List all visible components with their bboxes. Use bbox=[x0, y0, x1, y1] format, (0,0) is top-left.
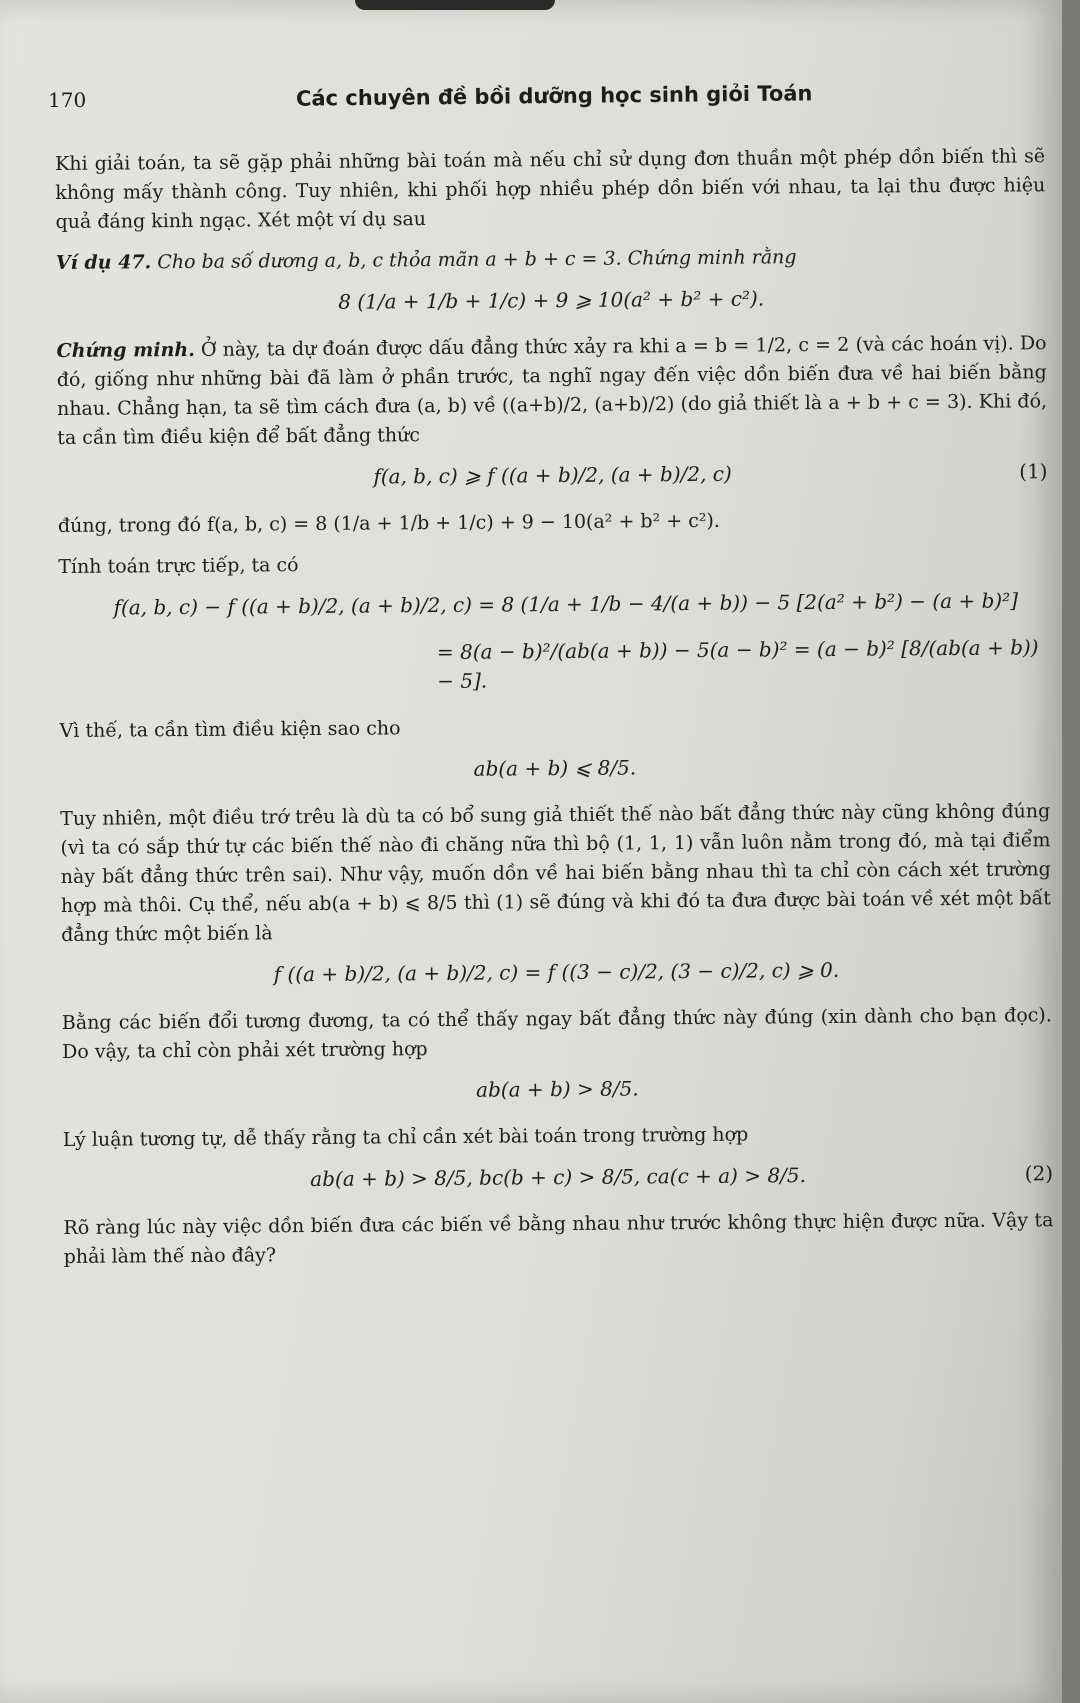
intro-paragraph: Khi giải toán, ta sẽ gặp phải những bài toán mà nếu chỉ sử dụng đơn thuần một phép dồn biến thì sẽ không mấy thành công. Tuy nhiên, khi phối hợp nhiều phép dồn biến với nhau, ta lại thu được hiệu quả đáng kinh ngạc. Xét một ví dụ sau bbox=[55, 145, 1046, 233]
running-title: Các chuyên đề bồi dưỡng học sinh giỏi Toán bbox=[295, 81, 813, 111]
paragraph-3: Bằng các biến đổi tương đương, ta có thể thấy ngay bất đẳng thức này đúng (xin dành cho bạn đọc). Do vậy, ta chỉ còn phải xét trường hợp bbox=[61, 1004, 1052, 1063]
equation-2 bbox=[63, 1159, 1053, 1196]
paragraph-4: Lý luận tương tự, dễ thấy rằng ta chỉ cần xét bài toán trong trường hợp bbox=[62, 1123, 749, 1151]
one-variable-inequality: f ((a + b)/2, (a + b)/2, c) = f ((3 − c)/2, (3 − c)/2, c) ⩾ 0. bbox=[273, 957, 840, 987]
need-condition-line: Vì thế, ta cần tìm điều kiện sao cho bbox=[59, 717, 401, 742]
equation-1-body: f(a, b, c) ⩾ f ((a + b)/2, (a + b)/2, c) bbox=[373, 461, 732, 489]
condition-1: ab(a + b) ⩽ 8/5. bbox=[473, 755, 637, 781]
proof-label: Chứng minh. bbox=[56, 338, 195, 362]
example-label: Ví dụ 47. bbox=[55, 251, 152, 274]
proof-text: Ở này, ta dự đoán được dấu đẳng thức xảy ra khi a = b = 1/2, c = 2 (và các hoán vị). Do đó, giống như những bài đã làm ở phần trước, ta nghĩ ngay đến việc dồn biến đưa về hai biến bằng nhau. Chẳng hạn, ta sẽ tìm cách đưa (a, b) về ((a+b)/2, (a+b)/2) (do giả thiết là a + b + c = 3). Khi đó, ta cần tìm điều kiện để bất đẳng thức bbox=[56, 332, 1048, 449]
definition-line: đúng, trong đó f(a, b, c) = 8 (1/a + 1/b + 1/c) + 9 − 10(a² + b² + c²). bbox=[57, 509, 720, 537]
page-number: 170 bbox=[48, 88, 87, 112]
condition-2: ab(a + b) > 8/5. bbox=[476, 1076, 639, 1102]
camera-shadow bbox=[355, 0, 555, 10]
example-text: Cho ba số dương a, b, c thỏa mãn a + b + c = 3. Chứng minh rằng bbox=[157, 246, 797, 274]
equation-2-number: (2) bbox=[1024, 1161, 1054, 1186]
paragraph-2: Tuy nhiên, một điều trớ trêu là dù ta có bổ sung giả thiết thế nào bất đẳng thức này cũng không đúng (vì ta có sắp thứ tự các biến thế nào đi chăng nữa thì bộ (1, 1, 1) vẫn luôn nằm trong đó, mà tại điểm này bất đẳng thức trên sai). Như vậy, muốn dồn về hai biến bằng nhau thì ta chỉ còn cách xét trường hợp mà thôi. Cụ thể, nếu ab(a + b) ⩽ 8/5 thì (1) sẽ đúng và khi đó ta đưa được bài toán về xét một bất đẳng thức một biến là bbox=[60, 800, 1051, 946]
direct-calc-line: Tính toán trực tiếp, ta có bbox=[58, 554, 299, 578]
paragraph-5: Rõ ràng lúc này việc dồn biến đưa các biến về bằng nhau như trước không thực hiện được nữa. Vậy ta phải làm thế nào đây? bbox=[63, 1209, 1054, 1268]
equation-1 bbox=[57, 457, 1047, 494]
main-inequality: 8 (1/a + 1/b + 1/c) + 9 ⩾ 10(a² + b² + c²). bbox=[338, 286, 765, 314]
equation-2-body: ab(a + b) > 8/5, bc(b + c) > 8/5, ca(c + a) > 8/5. bbox=[310, 1163, 807, 1192]
equation-1-number: (1) bbox=[1019, 459, 1048, 484]
calculation-line-2: = 8(a − b)²/(ab(a + b)) − 5(a − b)² = (a − b)² [8/(ab(a + b)) − 5]. bbox=[436, 635, 1039, 694]
page-header bbox=[48, 81, 1028, 128]
calculation-line-1: f(a, b, c) − f ((a + b)/2, (a + b)/2, c) = 8 (1/a + 1/b − 4/(a + b)) − 5 [2(a² + b²) − (a + b)²] bbox=[113, 588, 1019, 620]
example-statement bbox=[56, 241, 1046, 278]
page-body bbox=[55, 142, 1054, 1284]
proof-paragraph bbox=[56, 329, 1047, 453]
